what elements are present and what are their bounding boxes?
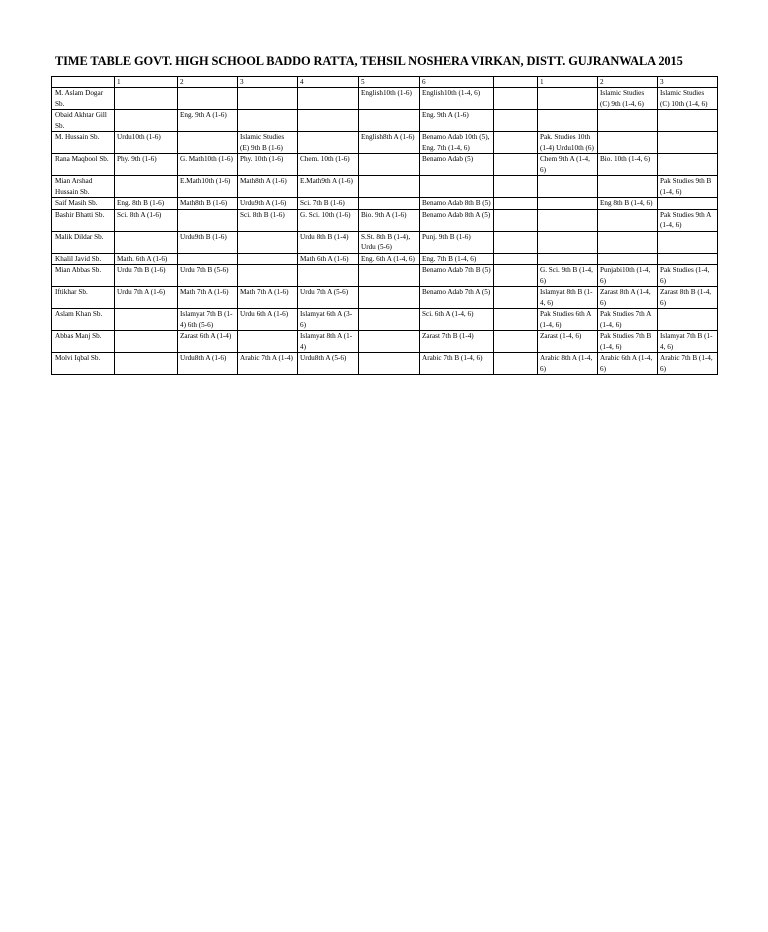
schedule-cell: Islamyat 7th B (1-4) 6th (5-6) (178, 309, 238, 331)
schedule-cell (658, 309, 718, 331)
schedule-cell: Urdu8th A (5-6) (298, 353, 359, 375)
schedule-cell (598, 110, 658, 132)
period-header: 2 (178, 77, 238, 88)
schedule-cell: English10th (1-4, 6) (420, 88, 494, 110)
schedule-cell: Math8th B (1-6) (178, 198, 238, 210)
schedule-cell (598, 176, 658, 198)
schedule-cell: Math 7th A (1-6) (178, 287, 238, 309)
table-row (52, 209, 718, 231)
schedule-cell (494, 154, 538, 176)
schedule-cell (359, 353, 420, 375)
schedule-cell (494, 287, 538, 309)
timetable (51, 76, 718, 375)
period-header: 1 (538, 77, 598, 88)
table-row (52, 287, 718, 309)
schedule-cell (598, 231, 658, 253)
schedule-cell (115, 309, 178, 331)
schedule-cell: Zarast 8th B (1-4, 6) (658, 287, 718, 309)
teacher-name: M. Aslam Dogar Sb. (52, 88, 115, 110)
schedule-cell (494, 198, 538, 210)
teacher-name: Iftikhar Sb. (52, 287, 115, 309)
teacher-name: Molvi Iqbal Sb. (52, 353, 115, 375)
schedule-cell (494, 176, 538, 198)
schedule-cell (359, 176, 420, 198)
schedule-cell: Math. 6th A (1-6) (115, 253, 178, 265)
schedule-cell: Benamo Adab 8th B (5) (420, 198, 494, 210)
schedule-cell (658, 110, 718, 132)
schedule-cell: Zarast 6th A (1-4) (178, 331, 238, 353)
schedule-cell: Urdu 7th B (1-6) (115, 265, 178, 287)
teacher-name: M. Hussain Sb. (52, 132, 115, 154)
schedule-cell: Punjabi10th (1-4, 6) (598, 265, 658, 287)
schedule-cell (494, 110, 538, 132)
schedule-cell: Phy. 9th (1-6) (115, 154, 178, 176)
teacher-name: Aslam Khan Sb. (52, 309, 115, 331)
table-row (52, 309, 718, 331)
schedule-cell: Urdu9th B (1-6) (178, 231, 238, 253)
schedule-cell (298, 265, 359, 287)
schedule-cell (359, 110, 420, 132)
table-row (52, 132, 718, 154)
teacher-name: Bashir Bhatti Sb. (52, 209, 115, 231)
schedule-cell: Islamyat 6th A (3-6) (298, 309, 359, 331)
schedule-cell: Benamo Adab 8th A (5) (420, 209, 494, 231)
schedule-cell: Eng. 7th B (1-4, 6) (420, 253, 494, 265)
schedule-cell: Islamyat 8th A (1-4) (298, 331, 359, 353)
schedule-cell (598, 209, 658, 231)
schedule-cell (494, 132, 538, 154)
period-header: 3 (238, 77, 298, 88)
period-header: 4 (298, 77, 359, 88)
schedule-cell: Islamic Studies (E) 9th B (1-6) (238, 132, 298, 154)
schedule-cell: English10th (1-6) (359, 88, 420, 110)
schedule-cell: Urdu10th (1-6) (115, 132, 178, 154)
schedule-cell: English8th A (1-6) (359, 132, 420, 154)
schedule-cell (359, 198, 420, 210)
schedule-cell: Arabic 8th A (1-4, 6) (538, 353, 598, 375)
teacher-name: Khalil Javid Sb. (52, 253, 115, 265)
schedule-cell: Sci. 6th A (1-4, 6) (420, 309, 494, 331)
schedule-cell: Chem. 10th (1-6) (298, 154, 359, 176)
schedule-cell: Benamo Adab 10th (5), Eng. 7th (1-4, 6) (420, 132, 494, 154)
schedule-cell: Zarast 7th B (1-4) (420, 331, 494, 353)
schedule-cell (238, 253, 298, 265)
schedule-cell (238, 265, 298, 287)
schedule-cell (115, 353, 178, 375)
period-header: 3 (658, 77, 718, 88)
table-row (52, 88, 718, 110)
schedule-cell: Zarast 8th A (1-4, 6) (598, 287, 658, 309)
teacher-name: Mian Arshad Hussain Sb. (52, 176, 115, 198)
teacher-name: Saif Masih Sb. (52, 198, 115, 210)
schedule-cell (178, 209, 238, 231)
teacher-name: Malik Dildar Sb. (52, 231, 115, 253)
schedule-cell (178, 132, 238, 154)
schedule-cell: Urdu8th A (1-6) (178, 353, 238, 375)
schedule-cell (494, 209, 538, 231)
period-header (52, 77, 115, 88)
schedule-cell: Pak Studies 6th A (1-4, 6) (538, 309, 598, 331)
schedule-cell: Pak Studies 7th A (1-4, 6) (598, 309, 658, 331)
period-header: 1 (115, 77, 178, 88)
table-row (52, 198, 718, 210)
schedule-cell: Pak Studies (1-4, 6) (658, 265, 718, 287)
schedule-cell (494, 253, 538, 265)
schedule-cell: Arabic 7th B (1-4, 6) (420, 353, 494, 375)
schedule-cell (115, 88, 178, 110)
teacher-name: Rana Maqbool Sb. (52, 154, 115, 176)
schedule-cell (494, 331, 538, 353)
period-header (494, 77, 538, 88)
schedule-cell: Pak Studies 9th A (1-4, 6) (658, 209, 718, 231)
schedule-cell: Math 6th A (1-6) (298, 253, 359, 265)
teacher-name: Abbas Manj Sb. (52, 331, 115, 353)
schedule-cell: G. Sci. 10th (1-6) (298, 209, 359, 231)
schedule-cell: Eng. 9th A (1-6) (420, 110, 494, 132)
table-row (52, 331, 718, 353)
schedule-cell: Islamyat 7th B (1-4, 6) (658, 331, 718, 353)
page-title: TIME TABLE GOVT. HIGH SCHOOL BADDO RATTA, TEHSIL NOSHERA VIRKAN, DISTT. GUJRANWALA 2015 (55, 54, 683, 68)
schedule-cell: Arabic 7th A (1-4) (238, 353, 298, 375)
schedule-cell: Urdu9th A (1-6) (238, 198, 298, 210)
schedule-cell: Islamic Studies (C) 9th (1-4, 6) (598, 88, 658, 110)
schedule-cell (115, 331, 178, 353)
schedule-cell (238, 231, 298, 253)
schedule-cell (494, 353, 538, 375)
schedule-cell: Islamic Studies (C) 10th (1-4, 6) (658, 88, 718, 110)
schedule-cell: S.St. 8th B (1-4), Urdu (5-6) (359, 231, 420, 253)
schedule-cell: Islamyat 8th B (1-4, 6) (538, 287, 598, 309)
schedule-cell (538, 198, 598, 210)
schedule-cell: G. Math10th (1-6) (178, 154, 238, 176)
schedule-cell: Sci. 7th B (1-6) (298, 198, 359, 210)
schedule-cell: Eng. 9th A (1-6) (178, 110, 238, 132)
schedule-cell: Benamo Adab 7th B (5) (420, 265, 494, 287)
table-row (52, 253, 718, 265)
schedule-cell: Phy. 10th (1-6) (238, 154, 298, 176)
schedule-cell: Arabic 6th A (1-4, 6) (598, 353, 658, 375)
schedule-cell: Urdu 7th B (5-6) (178, 265, 238, 287)
schedule-cell (658, 132, 718, 154)
schedule-cell (658, 198, 718, 210)
schedule-cell (359, 309, 420, 331)
schedule-cell: Urdu 8th B (1-4) (298, 231, 359, 253)
schedule-cell: Eng. 8th B (1-6) (115, 198, 178, 210)
schedule-cell: Urdu 6th A (1-6) (238, 309, 298, 331)
schedule-cell (359, 265, 420, 287)
table-row (52, 154, 718, 176)
schedule-cell: Urdu 7th A (5-6) (298, 287, 359, 309)
schedule-cell (494, 88, 538, 110)
schedule-cell: Pak Studies 9th B (1-4, 6) (658, 176, 718, 198)
schedule-cell: Bio. 10th (1-4, 6) (598, 154, 658, 176)
period-header: 6 (420, 77, 494, 88)
schedule-cell (115, 176, 178, 198)
schedule-cell: Zarast (1-4, 6) (538, 331, 598, 353)
schedule-cell (178, 88, 238, 110)
teacher-name: Obaid Akhtar Gill Sb. (52, 110, 115, 132)
schedule-cell (598, 253, 658, 265)
schedule-cell (238, 88, 298, 110)
schedule-cell: Sci. 8th A (1-6) (115, 209, 178, 231)
schedule-cell (298, 132, 359, 154)
schedule-cell: Punj. 9th B (1-6) (420, 231, 494, 253)
period-header: 2 (598, 77, 658, 88)
schedule-cell (178, 253, 238, 265)
schedule-cell (298, 88, 359, 110)
schedule-cell: Benamo Adab (5) (420, 154, 494, 176)
schedule-cell (538, 176, 598, 198)
teacher-name: Mian Abbas Sb. (52, 265, 115, 287)
schedule-cell (420, 176, 494, 198)
schedule-cell (538, 253, 598, 265)
schedule-cell: Benamo Adab 7th A (5) (420, 287, 494, 309)
schedule-cell (538, 110, 598, 132)
schedule-cell: Pak Studies 7th B (1-4, 6) (598, 331, 658, 353)
table-row (52, 231, 718, 253)
schedule-cell: Bio. 9th A (1-6) (359, 209, 420, 231)
schedule-cell: Sci. 8th B (1-6) (238, 209, 298, 231)
schedule-cell (538, 88, 598, 110)
schedule-cell (658, 154, 718, 176)
schedule-cell (538, 209, 598, 231)
schedule-cell (359, 331, 420, 353)
table-row (52, 353, 718, 375)
period-header: 5 (359, 77, 420, 88)
table-row (52, 265, 718, 287)
schedule-cell (238, 110, 298, 132)
schedule-cell (359, 287, 420, 309)
schedule-cell (359, 154, 420, 176)
schedule-cell: Chem 9th A (1-4, 6) (538, 154, 598, 176)
schedule-cell: G. Sci. 9th B (1-4, 6) (538, 265, 598, 287)
schedule-cell (658, 231, 718, 253)
schedule-cell (494, 309, 538, 331)
schedule-cell: Math8th A (1-6) (238, 176, 298, 198)
schedule-cell (298, 110, 359, 132)
schedule-cell (658, 253, 718, 265)
period-header-row (52, 77, 718, 88)
table-row (52, 176, 718, 198)
schedule-cell: Math 7th A (1-6) (238, 287, 298, 309)
schedule-cell: Eng. 6th A (1-4, 6) (359, 253, 420, 265)
schedule-cell: Eng 8th B (1-4, 6) (598, 198, 658, 210)
schedule-cell: E.Math10th (1-6) (178, 176, 238, 198)
schedule-cell (538, 231, 598, 253)
schedule-cell: Arabic 7th B (1-4, 6) (658, 353, 718, 375)
schedule-cell (494, 231, 538, 253)
schedule-cell: Urdu 7th A (1-6) (115, 287, 178, 309)
schedule-cell (115, 110, 178, 132)
schedule-cell: Pak. Studies 10th (1-4) Urdu10th (6) (538, 132, 598, 154)
table-row (52, 110, 718, 132)
schedule-cell (494, 265, 538, 287)
schedule-cell (238, 331, 298, 353)
schedule-cell (598, 132, 658, 154)
schedule-cell (115, 231, 178, 253)
schedule-cell: E.Math9th A (1-6) (298, 176, 359, 198)
